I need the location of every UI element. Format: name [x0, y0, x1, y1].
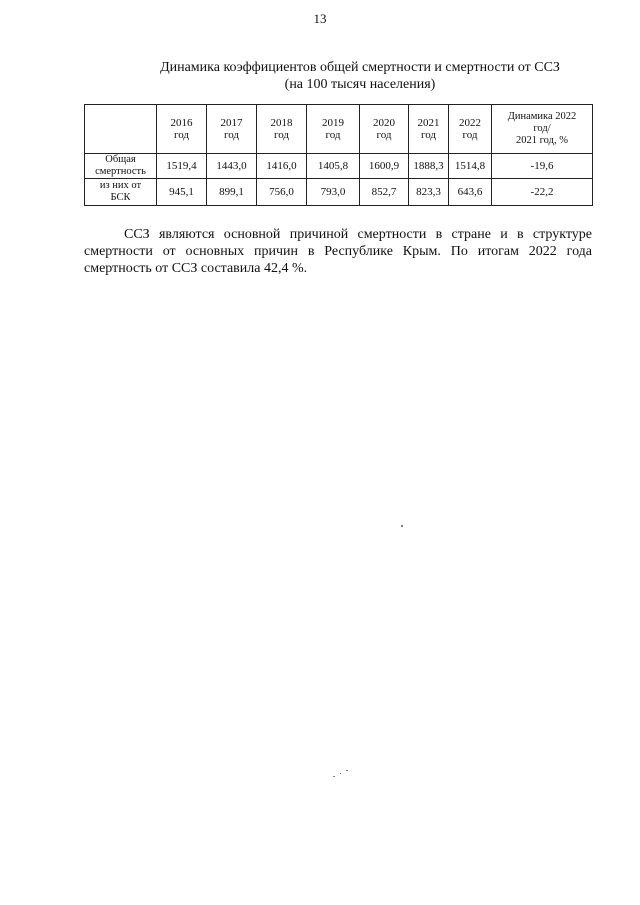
cell-total-2020: 1600,9 [360, 154, 409, 179]
cell-bsk-2020: 852,7 [360, 179, 409, 206]
header-empty-cell [85, 105, 157, 154]
cell-total-2019: 1405,8 [307, 154, 360, 179]
table-header-row [85, 105, 593, 154]
cell-bsk-2018: 756,0 [257, 179, 307, 206]
header-dynamics: Динамика 2022 год/ 2021 год, % [492, 105, 593, 154]
scan-speck [340, 773, 341, 774]
page-number: 13 [313, 11, 327, 26]
header-year-2016: 2016 год [157, 105, 207, 154]
scan-speck [333, 776, 335, 777]
cell-bsk-2017: 899,1 [207, 179, 257, 206]
table-row-bsk-mortality [85, 179, 593, 206]
header-year-2019: 2019 год [307, 105, 360, 154]
cell-total-2017: 1443,0 [207, 154, 257, 179]
cell-bsk-2016: 945,1 [157, 179, 207, 206]
row-label-total: Общая смертность [85, 154, 157, 179]
row-label-bsk: из них от БСК [85, 179, 157, 206]
cell-total-dynamics: -19,6 [492, 154, 593, 179]
header-year-2022: 2022 год [449, 105, 492, 154]
title-line-2: (на 100 тысяч населения) [284, 77, 436, 92]
header-year-2018: 2018 год [257, 105, 307, 154]
scan-speck [401, 525, 403, 527]
mortality-table [84, 104, 593, 206]
cell-total-2021: 1888,3 [409, 154, 449, 179]
title-line-1: Динамика коэффициентов общей смертности и смертности от ССЗ [160, 60, 560, 75]
header-year-2021: 2021 год [409, 105, 449, 154]
cell-bsk-2022: 643,6 [449, 179, 492, 206]
table-row-total-mortality [85, 154, 593, 179]
cell-bsk-2019: 793,0 [307, 179, 360, 206]
table-title [100, 59, 620, 93]
header-year-2017: 2017 год [207, 105, 257, 154]
scan-speck [346, 770, 348, 771]
header-year-2020: 2020 год [360, 105, 409, 154]
cell-bsk-dynamics: -22,2 [492, 179, 593, 206]
cell-total-2022: 1514,8 [449, 154, 492, 179]
cell-total-2018: 1416,0 [257, 154, 307, 179]
cell-bsk-2021: 823,3 [409, 179, 449, 206]
cell-total-2016: 1519,4 [157, 154, 207, 179]
body-paragraph: ССЗ являются основной причиной смертности в стране и в структуре смертности от основных причин в Республике Крым. По итогам 2022 года смертность от ССЗ составила 42,4 %. [84, 227, 592, 276]
